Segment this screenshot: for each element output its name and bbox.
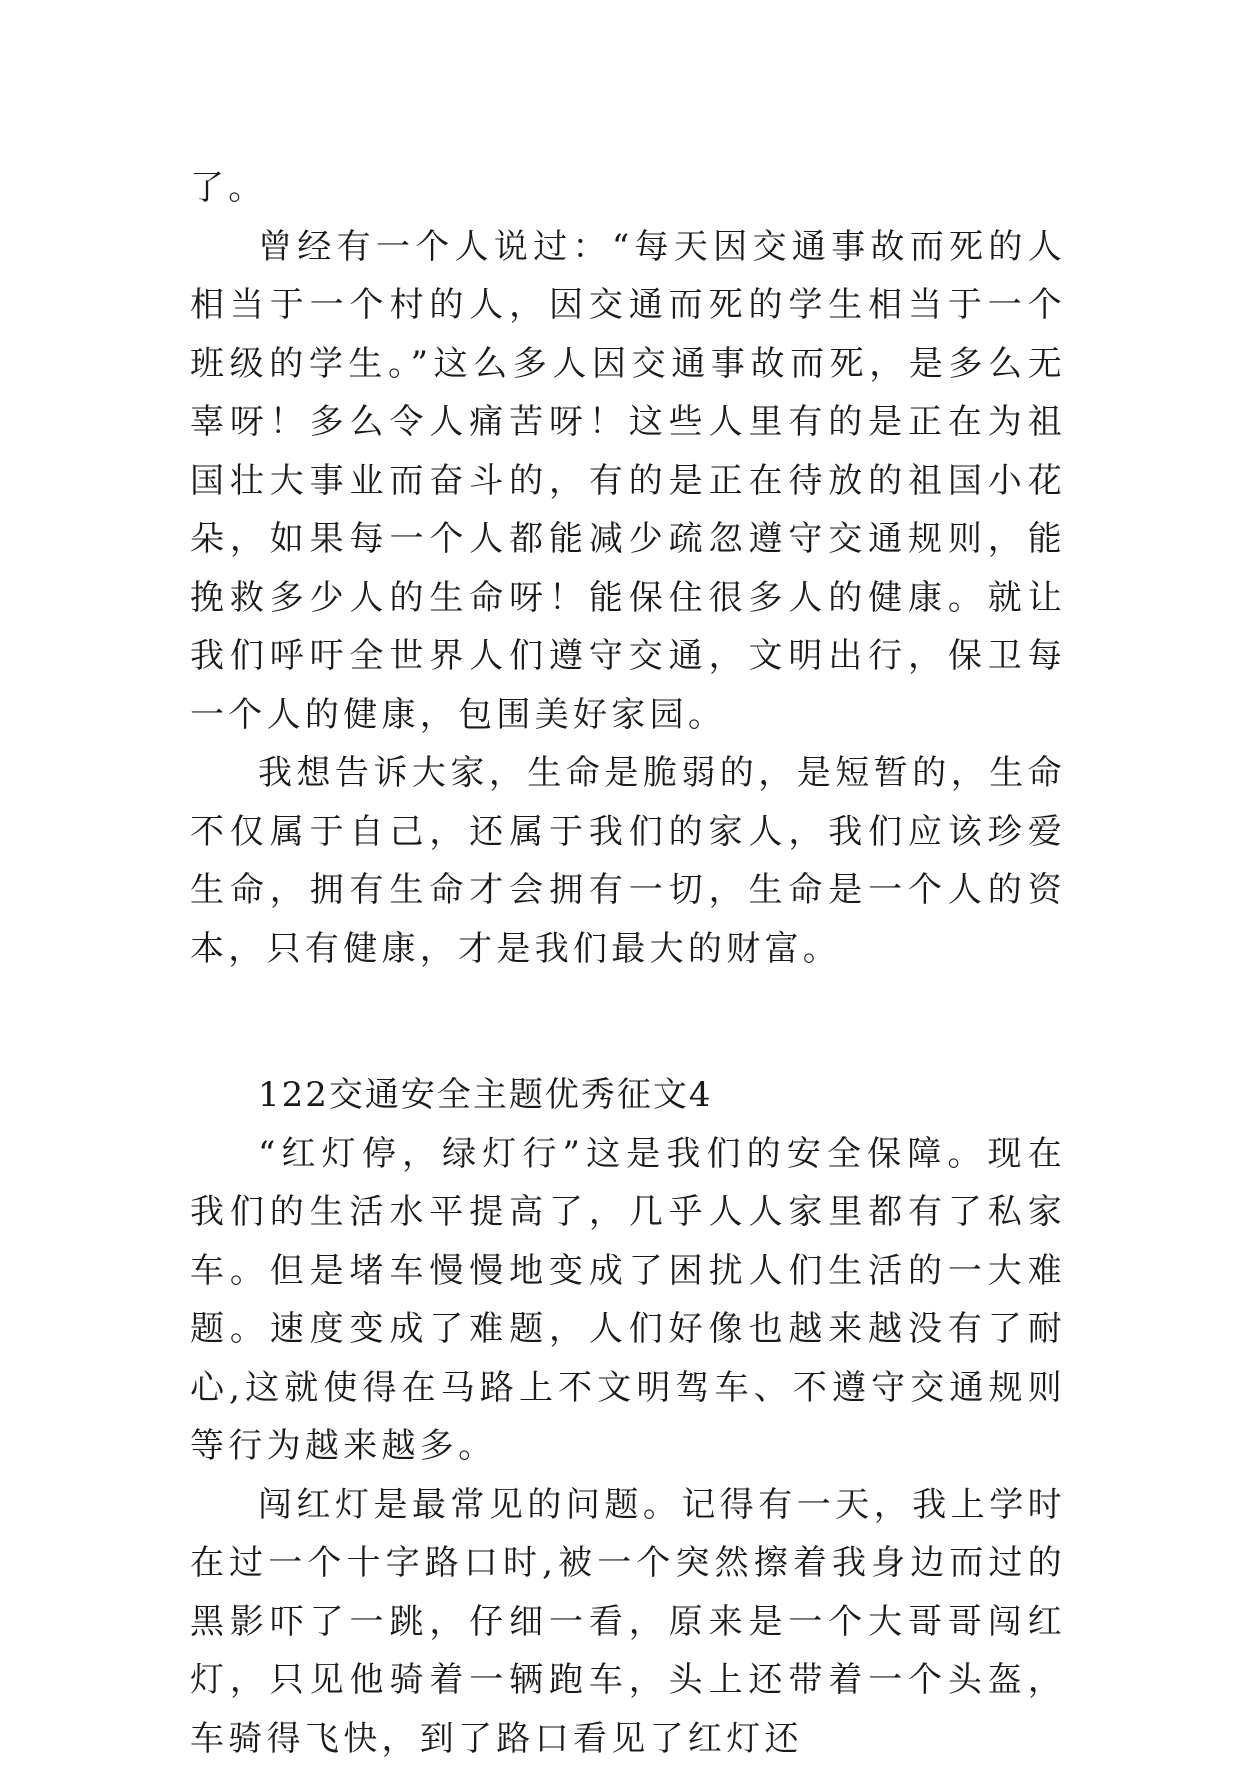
section-spacer — [190, 978, 1066, 1066]
paragraph: 我想告诉大家，生命是脆弱的，是短暂的，生命不仅属于自己，还属于我们的家人，我们应该珍爱生命，拥有生命才会拥有一切，生命是一个人的资本，只有健康，才是我们最大的财富。 — [190, 744, 1066, 978]
section-heading: 122交通安全主题优秀征文4 — [190, 1066, 1066, 1125]
document-body — [190, 159, 1066, 1768]
paragraph: 曾经有一个人说过：“每天因交通事故而死的人相当于一个村的人，因交通而死的学生相当于一个班级的学生。”这么多人因交通事故而死，是多么无辜呀！多么令人痛苦呀！这些人里有的是正在为祖国壮大事业而奋斗的，有的是正在待放的祖国小花朵，如果每一个人都能减少疏忽遵守交通规则，能挽救多少人的生命呀！能保住很多人的健康。就让我们呼吁全世界人们遵守交通，文明出行，保卫每一个人的健康，包围美好家园。 — [190, 218, 1066, 745]
paragraph-continuation: 了。 — [190, 159, 1066, 218]
paragraph: 闯红灯是最常见的问题。记得有一天，我上学时在过一个十字路口时,被一个突然擦着我身边而过的黑影吓了一跳，仔细一看，原来是一个大哥哥闯红灯，只见他骑着一辆跑车，头上还带着一个头盔，车骑得飞快，到了路口看见了红灯还 — [190, 1476, 1066, 1768]
paragraph: “红灯停，绿灯行”这是我们的安全保障。现在我们的生活水平提高了，几乎人人家里都有了私家车。但是堵车慢慢地变成了困扰人们生活的一大难题。速度变成了难题，人们好像也越来越没有了耐心,这就使得在马路上不文明驾车、不遵守交通规则等行为越来越多。 — [190, 1125, 1066, 1476]
